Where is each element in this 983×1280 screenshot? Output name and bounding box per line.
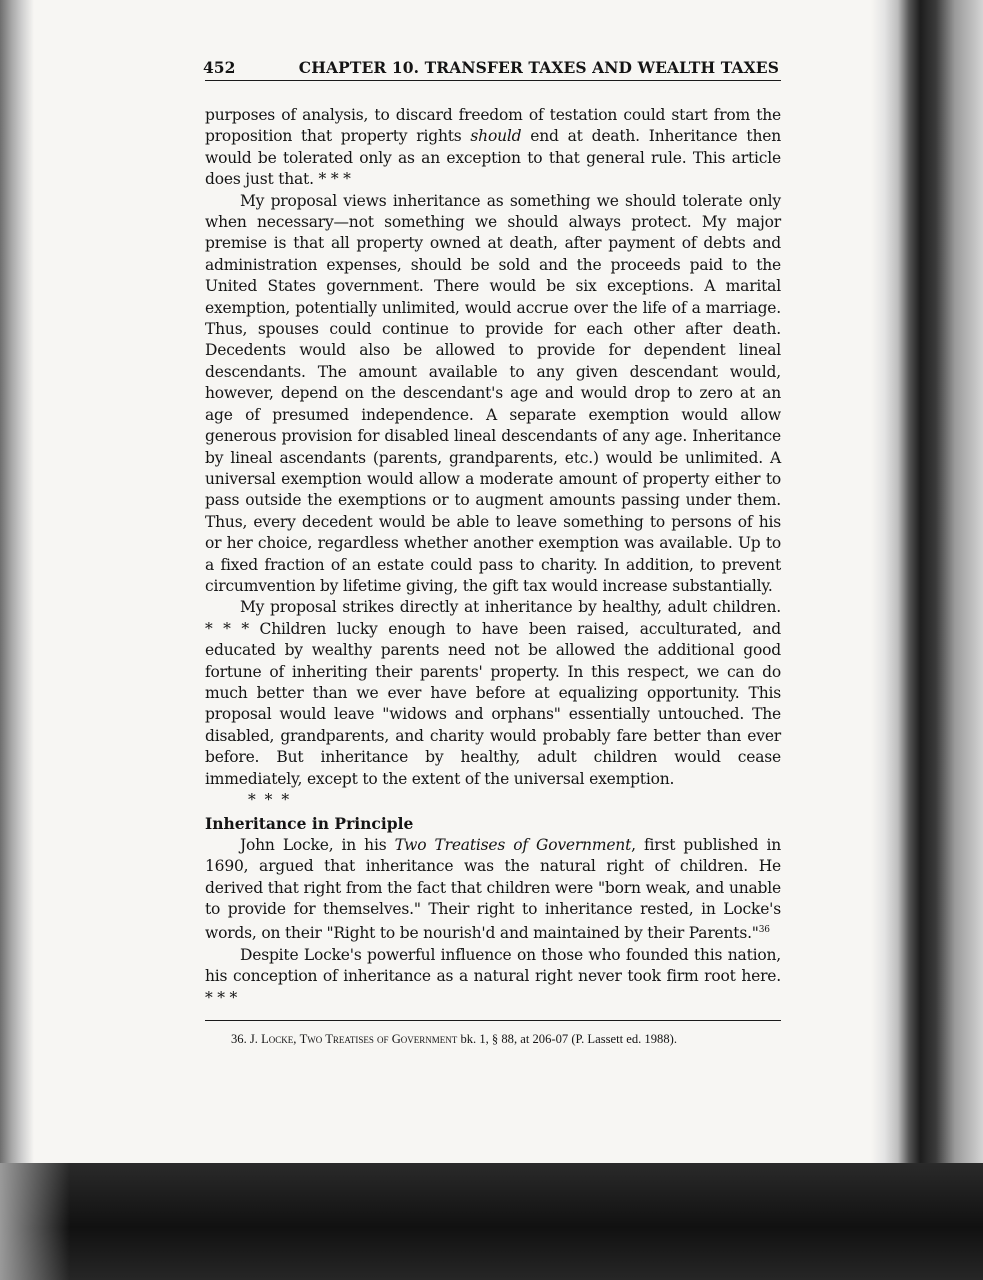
- paragraph-1-text-a: purposes of analysis, to discard freedom of testation could start from the proposition that property rights: [205, 106, 781, 146]
- scan-bottom-shadow: [0, 1163, 983, 1280]
- running-header: [205, 52, 781, 81]
- footnote-author: Locke: [261, 1032, 294, 1046]
- paragraph-3: My proposal strikes directly at inheritance by healthy, adult children. * * * Children lucky enough to have been raised, acculturated, and educated by wealthy parents need not be allowed the additional good fortune of inheriting their parents' property. In this respect, we can do much better than we ever have before at equalizing opportunity. This proposal would leave "widows and orphans" essentially untouched. The disabled, grandparents, and charity would probably fare better than ever before. But inheritance by healthy, adult children would cease immediately, except to the extent of the universal exemption.: [205, 598, 781, 788]
- paragraph-2: My proposal views inheritance as something we should tolerate only when necessary—not something we should always protect. My major premise is that all property owned at death, after payment of debts and administration expenses, should be sold and the proceeds paid to the United States government. There would be six exceptions. A marital exemption, potentially unlimited, would accrue over the life of a marriage. Thus, spouses could continue to provide for each other after death. Decedents would also be allowed to provide for dependent lineal descendants. The amount available to any given descendant would, however, depend on the descendant's age and would drop to zero at an age of presumed independence. A separate exemption would allow generous provision for disabled lineal descendants of any age. Inheritance by lineal ascendants (parents, grandparents, etc.) would be unlimited. A universal exemption would allow a moderate amount of property either to pass outside the exemptions or to augment amounts passing under them. Thus, every decedent would be able to leave something to persons of his or her choice, regardless whether another exemption was available. Up to a fixed fraction of an estate could pass to charity. In addition, to prevent circumvention by lifetime giving, the gift tax would increase substantially.: [205, 191, 781, 595]
- paragraph-1: [205, 105, 781, 191]
- footnote-text-a: 36. J.: [231, 1032, 262, 1046]
- paragraph-4: [205, 835, 781, 945]
- paragraph-4-book-title: Two Treatises of Government: [394, 835, 632, 854]
- footnote-reference-36: 36: [758, 925, 770, 936]
- paragraph-1-emphasis: should: [470, 127, 522, 146]
- page-number: 452: [203, 58, 236, 77]
- footnote-36: [231, 1032, 783, 1047]
- scan-right-edge: [871, 0, 983, 1165]
- paragraph-5: Despite Locke's powerful influence on those who founded this nation, his conception of inheritance as a natural right never took firm root here. * * *: [205, 946, 781, 1007]
- section-heading: Inheritance in Principle: [205, 814, 414, 834]
- section-break-stars: * * *: [248, 791, 292, 809]
- paragraph-1-text-b: end at death. Inheritance then would be tolerated only as an exception to that general rule. This article does just that. * * *: [205, 127, 781, 189]
- footnote-book-title: Two Treatises of Government: [299, 1032, 458, 1046]
- footnote-text-b: ,: [293, 1032, 300, 1046]
- scan-left-edge: [0, 0, 34, 1280]
- footnote-text-c: bk. 1, § 88, at 206-07 (P. Lassett ed. 1988).: [457, 1032, 677, 1046]
- paragraph-4-text-b: , first published in 1690, argued that inheritance was the natural right of children. He derived that right from the fact that children were "born weak, and unable to provide for themselves." Their right to inheritance rested, in Locke's words, on their "Right to be nourish'd and maintained by their Parents.": [205, 835, 781, 943]
- page: [205, 52, 781, 1009]
- paragraph-4-text-a: John Locke, in his: [240, 835, 395, 854]
- body-text: [205, 105, 781, 1009]
- chapter-title: CHAPTER 10. TRANSFER TAXES AND WEALTH TAXES: [298, 58, 779, 77]
- scan-bottom-left-fade: [0, 1163, 70, 1280]
- footnote-rule: [205, 1020, 781, 1021]
